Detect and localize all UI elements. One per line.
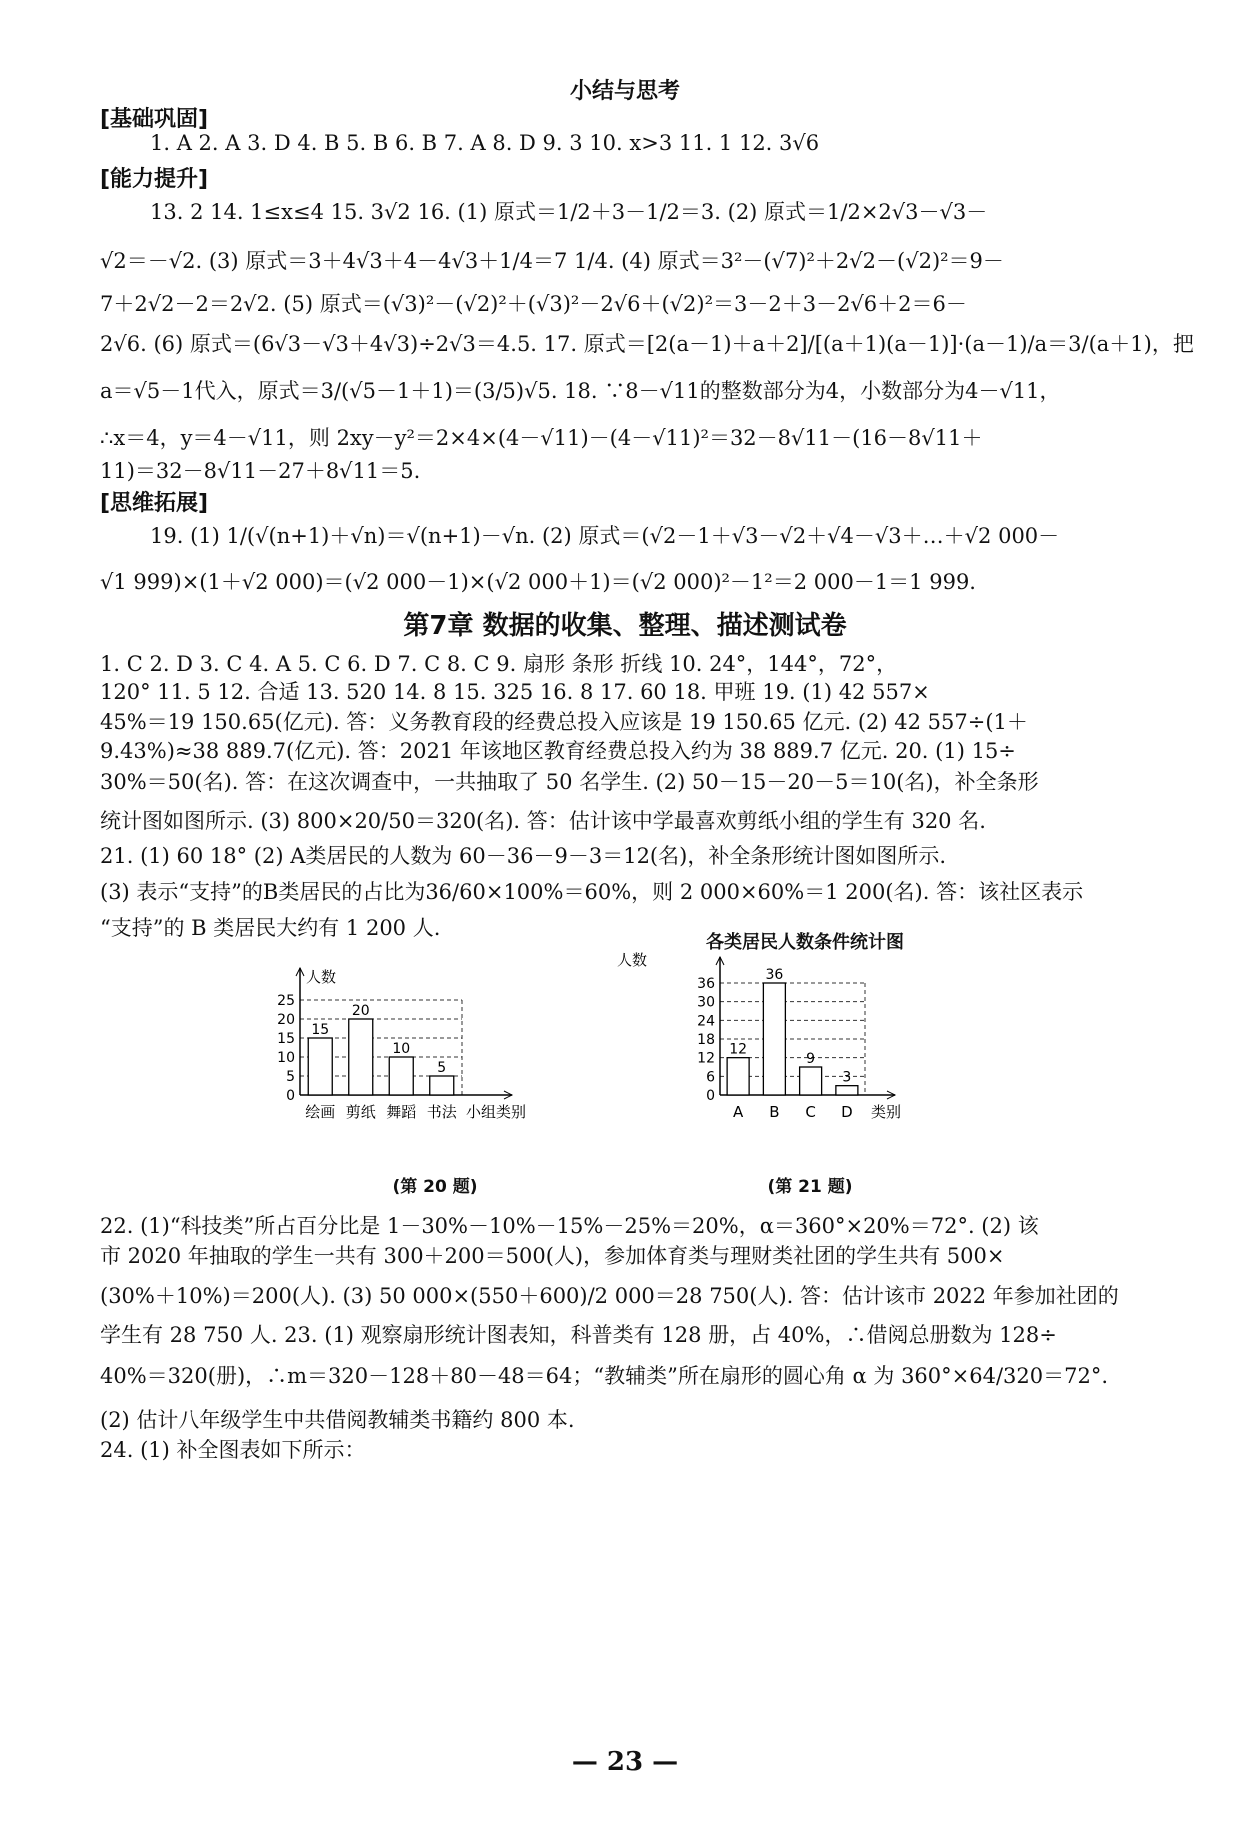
text-line: 11)＝32－8√11－27＋8√11＝5. (100, 459, 421, 483)
text-line: a＝√5－1代入，原式＝3/(√5－1＋1)＝(3/5)√5. 18. ∵8－√11的整数部分为4，小数部分为4－√11， (100, 379, 1061, 403)
category-label: C (805, 1103, 816, 1121)
category-label: 绘画 (305, 1103, 336, 1121)
category-label: 书法 (426, 1103, 457, 1121)
text-line: 24. (1) 补全图表如下所示： (100, 1438, 366, 1462)
text-line: 30%＝50(名). 答：在这次调查中，一共抽取了 50 名学生. (2) 50－15－20－5＝10(名)，补全条形 (100, 770, 1039, 794)
y-tick-label: 6 (706, 1069, 715, 1086)
category-label: 舞蹈 (386, 1103, 417, 1121)
text-line: (30%＋10%)＝200(人). (3) 50 000×(550＋600)/2 000＝28 750(人). 答：估计该市 2022 年参加社团的 (100, 1284, 1119, 1308)
y-axis-label: 人数 (306, 968, 337, 986)
text-line: 1. C 2. D 3. C 4. A 5. C 6. D 7. C 8. C 9. 扇形 条形 折线 10. 24°，144°，72°， (100, 652, 898, 676)
bar-value-label: 3 (842, 1069, 852, 1086)
text-line: √1 999)×(1＋√2 000)＝(√2 000－1)×(√2 000＋1)＝(√2 000)²－1²＝2 000－1＝1 999. (100, 570, 976, 594)
bar (389, 1057, 413, 1095)
bar (727, 1058, 749, 1095)
bar (763, 983, 785, 1095)
text-line: 学生有 28 750 人. 23. (1) 观察扇形统计图表知，科普类有 128 册，占 40%，∴借阅总册数为 128÷ (100, 1323, 1057, 1347)
text-line: 市 2020 年抽取的学生一共有 300＋200＝500(人)，参加体育类与理财类社团的学生共有 500× (100, 1244, 1005, 1268)
bar (800, 1067, 822, 1095)
x-axis-label: 小组类别 (466, 1103, 527, 1121)
text-line: 统计图如图所示. (3) 800×20/50＝320(名). 答：估计该中学最喜欢剪纸小组的学生有 320 名. (100, 809, 986, 833)
y-tick-label: 5 (286, 1069, 295, 1085)
y-tick-label: 25 (277, 993, 295, 1009)
bar (349, 1019, 373, 1095)
text-line: 1. A 2. A 3. D 4. B 5. B 6. B 7. A 8. D 9. 3 10. x>3 11. 1 12. 3√6 (150, 131, 820, 155)
chart-caption-q21: (第 21 题) (767, 1177, 853, 1197)
y-tick-label: 24 (697, 1013, 715, 1030)
page-number: — 23 — (571, 1747, 679, 1777)
category-label: B (769, 1103, 780, 1121)
y-tick-label: 0 (706, 1088, 715, 1104)
text-line: 2√6. (6) 原式＝(6√3－√3＋4√3)÷2√3＝4.5. 17. 原式＝[2(a－1)＋a＋2]/[(a＋1)(a－1)]·(a－1)/a＝3/(a＋1)，把 (100, 332, 1194, 356)
text-line: 40%＝320(册)，∴m＝320－128＋80－48＝64；“教辅类”所在扇形的圆心角 α 为 360°×64/320＝72°. (100, 1364, 1109, 1388)
bar-value-label: 15 (311, 1022, 330, 1038)
text-line: (2) 估计八年级学生中共借阅教辅类书籍约 800 本. (100, 1408, 575, 1432)
y-tick-label: 20 (277, 1012, 295, 1028)
text-line: 45%＝19 150.65(亿元). 答：义务教育段的经费总投入应该是 19 150.65 亿元. (2) 42 557÷(1＋ (100, 710, 1028, 734)
heading-thinking: [思维拓展] (100, 491, 209, 516)
y-tick-label: 36 (697, 976, 715, 992)
bar (430, 1076, 454, 1095)
bar-value-label: 20 (351, 1003, 370, 1019)
section-title: 小结与思考 (569, 79, 680, 104)
bar (308, 1038, 332, 1095)
bar-value-label: 9 (806, 1051, 816, 1067)
text-line: 7＋2√2－2＝2√2. (5) 原式＝(√3)²－(√2)²＋(√3)²－2√6＋(√2)²＝3－2＋3－2√6＋2＝6－ (100, 292, 967, 316)
y-tick-label: 18 (697, 1032, 715, 1048)
x-axis-label: 类别 (871, 1103, 902, 1121)
text-line: (3) 表示“支持”的B类居民的占比为36/60×100%＝60%，则 2 000×60%＝1 200(名). 答：该社区表示 (100, 880, 1084, 904)
heading-ability: [能力提升] (100, 167, 209, 192)
category-label: D (841, 1103, 853, 1121)
bar-value-label: 36 (765, 967, 784, 983)
text-line: 9.43%)≈38 889.7(亿元). 答：2021 年该地区教育经费总投入约为 38 889.7 亿元. 20. (1) 15÷ (100, 739, 1016, 763)
bar-value-label: 10 (392, 1041, 411, 1057)
text-line: ∴x＝4，y＝4－√11，则 2xy－y²＝2×4×(4－√11)－(4－√11)²＝32－8√11－(16－8√11＋ (100, 426, 983, 450)
bar-chart-q20 (270, 960, 630, 1160)
y-tick-label: 15 (277, 1031, 295, 1047)
text-line: 120° 11. 5 12. 合适 13. 520 14. 8 15. 325 16. 8 17. 60 18. 甲班 19. (1) 42 557× (100, 680, 930, 704)
chart-caption-q20: (第 20 题) (392, 1177, 478, 1197)
chart-title-q21: 各类居民人数条件统计图 (706, 932, 904, 953)
text-line: 13. 2 14. 1≤x≤4 15. 3√2 16. (1) 原式＝1/2＋3－1/2＝3. (2) 原式＝1/2×2√3－√3－ (150, 200, 988, 224)
text-line: 22. (1)“科技类”所占百分比是 1－30%－10%－15%－25%＝20%，α＝360°×20%＝72°. (2) 该 (100, 1214, 1039, 1238)
y-tick-label: 10 (277, 1050, 295, 1066)
y-tick-label: 12 (697, 1050, 715, 1067)
text-line: “支持”的 B 类居民大约有 1 200 人. (100, 916, 441, 940)
y-axis-label: 人数 (617, 951, 648, 969)
text-line: 21. (1) 60 18° (2) A类居民的人数为 60－36－9－3＝12(名)，补全条形统计图如图所示. (100, 844, 946, 868)
bar-value-label: 12 (729, 1041, 748, 1058)
chapter-title: 第7章 数据的收集、整理、描述测试卷 (403, 611, 847, 641)
bar-chart-q21 (617, 951, 945, 1160)
y-tick-label: 0 (286, 1088, 295, 1104)
text-line: 19. (1) 1/(√(n+1)＋√n)＝√(n+1)－√n. (2) 原式＝(√2－1＋√3－√2＋√4－√3＋…＋√2 000－ (150, 524, 1060, 548)
heading-basic: [基础巩固] (100, 107, 209, 132)
text-line: √2＝－√2. (3) 原式＝3＋4√3＋4－4√3＋1/4＝7 1/4. (4) 原式＝3²－(√7)²＋2√2－(√2)²＝9－ (100, 249, 1004, 273)
y-tick-label: 30 (697, 994, 715, 1011)
bar (836, 1086, 858, 1095)
category-label: 剪纸 (345, 1103, 376, 1121)
bar-value-label: 5 (437, 1060, 447, 1076)
category-label: A (732, 1103, 744, 1121)
